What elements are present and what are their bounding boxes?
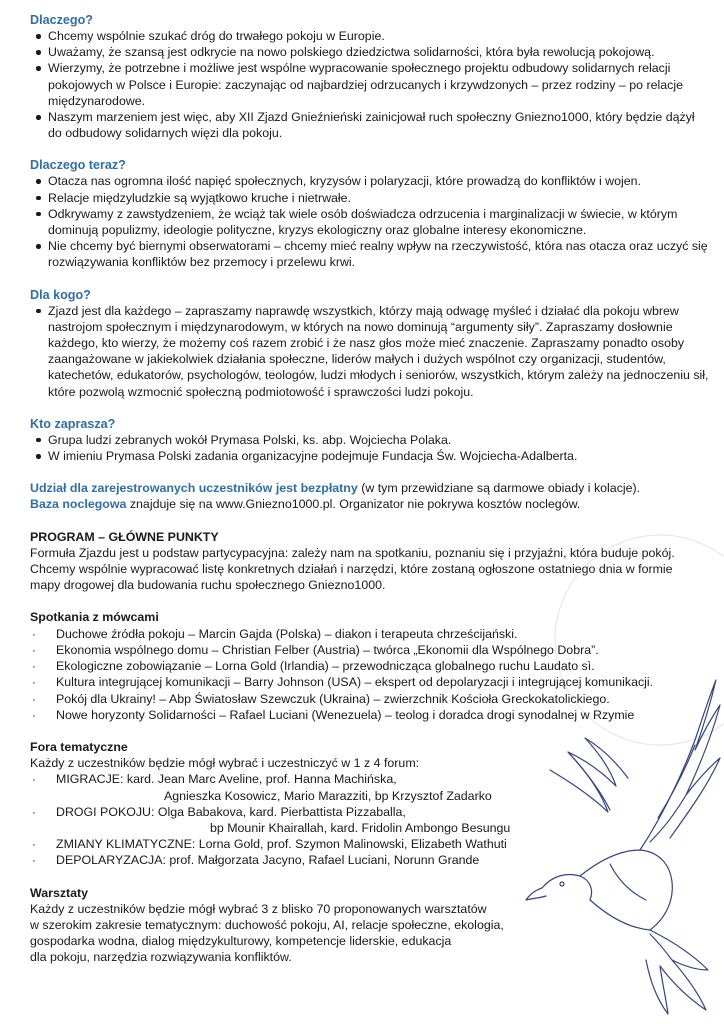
forum-peace-line1: · DROGI POKOJU: Olga Babakova, kard. Pierbattista Pizzaballa,	[56, 804, 406, 819]
forum-peace-line2: bp Mounir Khairallah, kard. Fridolin Ambongo Besungu	[210, 820, 511, 835]
workshops-line: gospodarka wodna, dialog międzykulturowy, kompetencje liderskie, edukacja	[30, 934, 452, 949]
free-participation-label: Udział dla zarejestrowanych uczestników jest bezpłatny	[30, 481, 358, 496]
free-participation-note: (w tym przewidziane są darmowe obiady i kolacje).	[357, 481, 641, 496]
heading-for-whom: Dla kogo?	[30, 287, 91, 302]
list-item: · Duchowe źródła pokoju – Marcin Gajda (Polska) – diakon i terapeuta chrześcijański.	[30, 626, 710, 642]
list-item: Odkrywamy z zawstydzeniem, że wciąż tak wiele osób doświadcza odrzucenia i marginalizacji w świecie, w którym dominują populizmy, ideologie polityczne, kryzys ekologiczny oraz globalne interesy ekonomiczne.	[30, 206, 710, 238]
list-item: Chcemy wspólnie szukać dróg do trwałego pokoju w Europie.	[30, 28, 710, 44]
list-item: Relacje międzyludzkie są wyjątkowo kruche i nietrwałe.	[30, 190, 710, 206]
list-item: Grupa ludzi zebranych wokół Prymasa Polski, ks. abp. Wojciecha Polaka.	[30, 432, 710, 448]
heading-why: Dlaczego?	[30, 13, 93, 27]
workshops-line: Każdy z uczestników będzie mógł wybrać 3 z blisko 70 proponowanych warsztatów	[30, 901, 487, 916]
forums-intro: Każdy z uczestników będzie mógł wybrać i uczestniczyć w 1 z 4 forum:	[30, 756, 420, 771]
list-item: Uważamy, że szansą jest odkrycie na nowo polskiego dziedzictwa solidarności, która była rewolucją pokojową.	[30, 44, 710, 60]
list-forums	[30, 771, 710, 868]
heading-why-now: Dlaczego teraz?	[30, 158, 126, 173]
list-item: Nie chcemy być biernymi obserwatorami – chcemy mieć realny wpływ na rzeczywistość, która nas otacza oraz uczyć się rozwiązywania konfliktów bez przemocy i przelewu krwi.	[30, 238, 710, 270]
section-why-now	[30, 157, 710, 270]
list-item: Wierzymy, że potrzebne i możliwe jest wspólne wypracowanie społecznego projektu odbudowy solidarnych relacji pokojowych w Polsce i Europie: zaczynając od najbardziej odrzucanych i krzywdzonych – przez rodziny – po relacje międzynarodowe.	[30, 60, 710, 109]
list-item: Otacza nas ogromna ilość napięć społecznych, kryzysów i polaryzacji, które prowadzą do konfliktów i wojen.	[30, 173, 710, 189]
section-program	[30, 529, 710, 594]
program-text: Formuła Zjazdu jest u podstaw partycypacyjna: zależy nam na spotkaniu, poznaniu się i przyjaźni, która buduje pokój. Chcemy wspólnie wypracować listę konkretnych działań i narzędzi, które zostaną ogłoszone ostatniego dnia w formie mapy drogowej dla budowania ruchu społecznego Gniezno1000.	[30, 545, 675, 593]
list-item: W imieniu Prymasa Polski zadania organizacyjne podejmuje Fundacja Św. Wojciecha-Adalberta.	[30, 448, 710, 464]
section-who-invites	[30, 416, 710, 464]
section-workshops	[30, 885, 710, 966]
section-speakers	[30, 609, 710, 722]
accommodation-label: Baza noclegowa	[30, 497, 127, 512]
heading-workshops: Warsztaty	[30, 885, 89, 900]
list-for-whom	[30, 303, 710, 400]
list-item	[30, 771, 710, 803]
heading-program: PROGRAM – GŁÓWNE PUNKTY	[30, 529, 219, 544]
heading-forums: Fora tematyczne	[30, 739, 128, 754]
list-item: · DEPOLARYZACJA: prof. Małgorzata Jacyno, Rafael Luciani, Norunn Grande	[30, 852, 710, 868]
list-item: Zjazd jest dla każdego – zapraszamy naprawdę wszystkich, którzy mają odwagę myśleć i działać dla pokoju wbrew nastrojom społecznym i międzynarodowym, w których na nowo dominują “argumenty siły”. Zapraszamy dosłownie każdego, kto wierzy, że możemy coś razem zrobić i że nasz głos może mieć znaczenie. Zapraszamy ponadto osoby zaangażowane w jakiekolwiek działania społeczne, liderów małych i dużych wspólnot czy organizacji, studentów, katechetów, edukatorów, psychologów, teologów, ludzi młodych i seniorów, wszystkich, którym zależy na jednoczeniu sił, które pozwolą wzmocnić społeczną podmiotowość i sprawczości ludzi pokoju.	[30, 303, 710, 400]
free-participation-line	[30, 480, 710, 496]
list-who-invites	[30, 432, 710, 464]
heading-speakers: Spotkania z mówcami	[30, 610, 159, 625]
accommodation-note: znajduje się na www.Gniezno1000.pl. Organizator nie pokrywa kosztów noclegów.	[126, 497, 581, 512]
workshops-line: w szerokim zakresie tematycznym: duchowość pokoju, AI, relacje społeczne, ekologia,	[30, 917, 504, 932]
list-why	[30, 28, 710, 141]
list-item: · Kultura integrującej komunikacji – Barry Johnson (USA) – ekspert od depolaryzacji i integrującej komunikacji.	[30, 674, 710, 690]
forum-migration-line1: · MIGRACJE: kard. Jean Marc Aveline, prof. Hanna Machińska,	[56, 772, 397, 787]
list-item	[30, 804, 710, 836]
heading-who-invites: Kto zaprasza?	[30, 416, 116, 431]
section-forums	[30, 739, 710, 869]
workshops-line: dla pokoju, narzędzia rozwiązywania konfliktów.	[30, 950, 292, 965]
section-for-whom	[30, 287, 710, 400]
list-item: · Ekonomia wspólnego domu – Christian Felber (Austria) – twórca „Ekonomii dla Wspólnego Dobra”.	[30, 642, 710, 658]
section-info	[30, 480, 710, 512]
accommodation-line	[30, 496, 710, 512]
list-item: · Nowe horyzonty Solidarności – Rafael Luciani (Wenezuela) – teolog i doradca drogi synodalnej w Rzymie	[30, 707, 710, 723]
list-item: · ZMIANY KLIMATYCZNE: Lorna Gold, prof. Szymon Malinowski, Elizabeth Wathuti	[30, 836, 710, 852]
section-why	[30, 12, 710, 141]
list-item: Naszym marzeniem jest więc, aby XII Zjazd Gnieźnieński zainicjował ruch społeczny Gniezno1000, który będzie dążył do odbudowy solidarnych więzi dla pokoju.	[30, 109, 710, 141]
list-why-now	[30, 173, 710, 270]
list-item: · Pokój dla Ukrainy! – Abp Światosław Szewczuk (Ukraina) – zwierzchnik Kościoła Greckokatolickiego.	[30, 691, 710, 707]
forum-migration-line2: Agnieszka Kosowicz, Mario Marazziti, bp Krzysztof Zadarko	[164, 788, 492, 803]
document-page	[30, 12, 710, 966]
list-speakers	[30, 626, 710, 723]
list-item: · Ekologiczne zobowiązanie – Lorna Gold (Irlandia) – przewodnicząca globalnego ruchu Laudato sì.	[30, 658, 710, 674]
